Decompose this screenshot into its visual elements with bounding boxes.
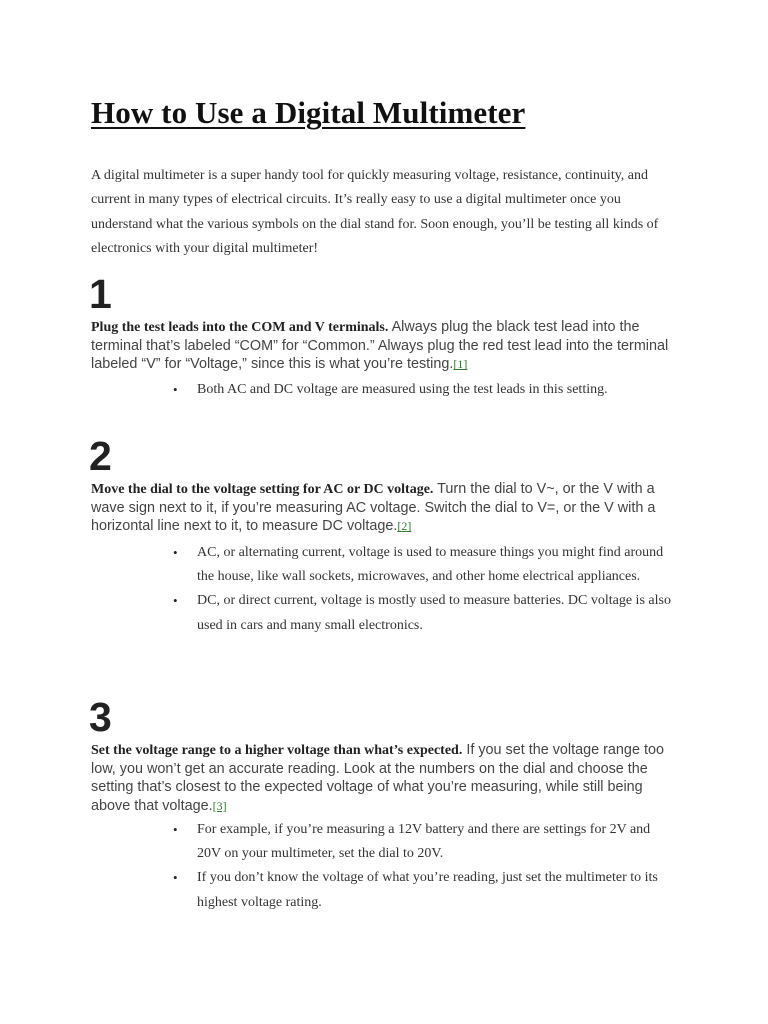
step-heading: Plug the test leads into the COM and V terminals. bbox=[91, 320, 389, 335]
reference-link-2[interactable]: [2] bbox=[397, 519, 412, 534]
step-heading: Set the voltage range to a higher voltage than what’s expected. bbox=[91, 743, 463, 758]
bullet-icon: • bbox=[173, 821, 178, 837]
bullet-icon: • bbox=[173, 381, 178, 397]
step-bullets bbox=[171, 378, 671, 402]
step-body: Turn the dial to V~, or the V with a wave sign next to it, if you’re measuring AC voltage. Switch the dial to V=, or the V with a horizontal line next to it, to measure DC voltage. bbox=[91, 481, 656, 535]
step-bullets bbox=[171, 818, 671, 915]
reference-link-1[interactable]: [1] bbox=[453, 357, 468, 372]
intro-paragraph: A digital multimeter is a super handy tool for quickly measuring voltage, resistance, continuity, and current in many types of electrical circuits. It’s really easy to use a digital multimeter once you understand what the various symbols on the dial stand for. Soon enough, you’ll be testing all kinds of electronics with your digital multimeter! bbox=[91, 168, 659, 256]
step-instruction bbox=[91, 480, 681, 536]
step-2 bbox=[89, 433, 681, 638]
list-item: • For example, if you’re measuring a 12V battery and there are settings for 2V and 20V on your multimeter, set the dial to 20V. bbox=[171, 818, 671, 867]
list-item: • Both AC and DC voltage are measured using the test leads in this setting. bbox=[171, 378, 671, 402]
step-instruction bbox=[91, 741, 681, 815]
list-item: • AC, or alternating current, voltage is used to measure things you might find around the house, like wall sockets, microwaves, and other home electrical appliances. bbox=[171, 541, 671, 590]
step-body: Always plug the black test lead into the terminal that’s labeled “COM” for “Common.” Always plug the red test lead into the terminal labeled “V” for “Voltage,” since this is what you’re testing. bbox=[91, 319, 669, 373]
step-bullets bbox=[171, 541, 671, 638]
bullet-icon: • bbox=[173, 870, 178, 886]
step-heading: Move the dial to the voltage setting for AC or DC voltage. bbox=[91, 482, 434, 497]
bullet-icon: • bbox=[173, 593, 178, 609]
step-number: 2 bbox=[89, 433, 112, 479]
list-item: • If you don’t know the voltage of what you’re reading, just set the multimeter to its highest voltage rating. bbox=[171, 866, 671, 915]
reference-link-3[interactable]: [3] bbox=[212, 798, 227, 813]
step-instruction bbox=[91, 318, 681, 374]
step-number: 1 bbox=[89, 271, 112, 317]
list-item: • DC, or direct current, voltage is mostly used to measure batteries. DC voltage is also used in cars and many small electronics. bbox=[171, 589, 671, 638]
step-1 bbox=[89, 271, 681, 402]
step-body: If you set the voltage range too low, you won’t get an accurate reading. Look at the numbers on the dial and choose the setting that’s closest to the expected voltage of what you’re measuring, while still being above that voltage. bbox=[91, 742, 664, 814]
page-title: How to Use a Digital Multimeter bbox=[91, 95, 526, 130]
bullet-icon: • bbox=[173, 544, 178, 560]
step-number: 3 bbox=[89, 694, 112, 740]
step-3 bbox=[89, 694, 681, 915]
